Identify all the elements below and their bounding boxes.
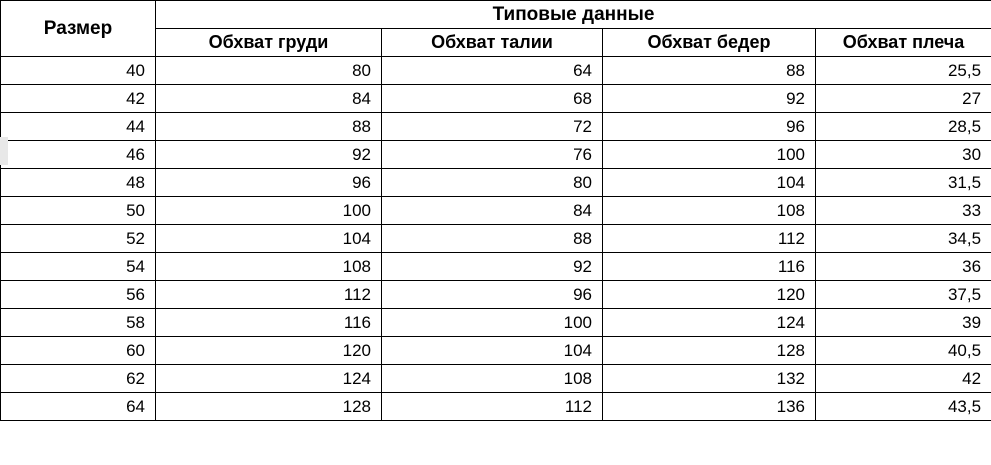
cell-hips: 136 xyxy=(603,393,816,421)
cell-shoulder: 27 xyxy=(816,85,991,113)
cell-size: 48 xyxy=(1,169,156,197)
cell-shoulder: 43,5 xyxy=(816,393,991,421)
cell-waist: 88 xyxy=(382,225,603,253)
cell-shoulder: 31,5 xyxy=(816,169,991,197)
table-row xyxy=(1,57,991,85)
cell-waist: 100 xyxy=(382,309,603,337)
table-row xyxy=(1,309,991,337)
table-row xyxy=(1,337,991,365)
cell-size: 58 xyxy=(1,309,156,337)
table-row xyxy=(1,169,991,197)
cell-hips: 124 xyxy=(603,309,816,337)
table-row xyxy=(1,365,991,393)
column-header-waist: Обхват талии xyxy=(382,29,603,57)
cell-shoulder: 34,5 xyxy=(816,225,991,253)
cell-size: 56 xyxy=(1,281,156,309)
column-header-shoulder: Обхват плеча xyxy=(816,29,991,57)
cell-size: 64 xyxy=(1,393,156,421)
table-header xyxy=(1,1,991,57)
cell-shoulder: 28,5 xyxy=(816,113,991,141)
column-header-chest: Обхват груди xyxy=(156,29,382,57)
cell-hips: 108 xyxy=(603,197,816,225)
cell-waist: 80 xyxy=(382,169,603,197)
cell-hips: 116 xyxy=(603,253,816,281)
cell-waist: 96 xyxy=(382,281,603,309)
cell-hips: 120 xyxy=(603,281,816,309)
column-header-group: Типовые данные xyxy=(156,1,991,29)
table-row xyxy=(1,393,991,421)
cell-chest: 92 xyxy=(156,141,382,169)
cell-size: 52 xyxy=(1,225,156,253)
cell-shoulder: 37,5 xyxy=(816,281,991,309)
header-row-group xyxy=(1,1,991,29)
cell-chest: 96 xyxy=(156,169,382,197)
cell-hips: 92 xyxy=(603,85,816,113)
cell-size: 44 xyxy=(1,113,156,141)
cell-size: 50 xyxy=(1,197,156,225)
cell-shoulder: 33 xyxy=(816,197,991,225)
cell-hips: 88 xyxy=(603,57,816,85)
cell-chest: 84 xyxy=(156,85,382,113)
cell-hips: 96 xyxy=(603,113,816,141)
table-row xyxy=(1,225,991,253)
table-row xyxy=(1,113,991,141)
cell-chest: 88 xyxy=(156,113,382,141)
cell-size: 40 xyxy=(1,57,156,85)
cell-waist: 72 xyxy=(382,113,603,141)
cell-chest: 120 xyxy=(156,337,382,365)
table-row xyxy=(1,141,991,169)
cell-hips: 132 xyxy=(603,365,816,393)
cell-hips: 128 xyxy=(603,337,816,365)
cell-chest: 100 xyxy=(156,197,382,225)
column-header-size: Размер xyxy=(1,1,156,57)
cell-waist: 92 xyxy=(382,253,603,281)
cell-waist: 68 xyxy=(382,85,603,113)
cell-chest: 112 xyxy=(156,281,382,309)
cell-waist: 64 xyxy=(382,57,603,85)
cell-chest: 124 xyxy=(156,365,382,393)
table-row xyxy=(1,281,991,309)
cell-shoulder: 39 xyxy=(816,309,991,337)
cell-shoulder: 40,5 xyxy=(816,337,991,365)
row-highlight-gutter xyxy=(0,137,8,165)
cell-waist: 108 xyxy=(382,365,603,393)
cell-chest: 104 xyxy=(156,225,382,253)
cell-shoulder: 25,5 xyxy=(816,57,991,85)
cell-size: 42 xyxy=(1,85,156,113)
cell-shoulder: 30 xyxy=(816,141,991,169)
table-row xyxy=(1,197,991,225)
table-row xyxy=(1,253,991,281)
cell-waist: 76 xyxy=(382,141,603,169)
cell-hips: 104 xyxy=(603,169,816,197)
cell-hips: 112 xyxy=(603,225,816,253)
cell-chest: 128 xyxy=(156,393,382,421)
cell-hips: 100 xyxy=(603,141,816,169)
cell-size: 62 xyxy=(1,365,156,393)
cell-waist: 104 xyxy=(382,337,603,365)
table-row xyxy=(1,85,991,113)
cell-waist: 112 xyxy=(382,393,603,421)
cell-size: 46 xyxy=(1,141,156,169)
cell-size: 54 xyxy=(1,253,156,281)
cell-shoulder: 42 xyxy=(816,365,991,393)
cell-chest: 80 xyxy=(156,57,382,85)
cell-shoulder: 36 xyxy=(816,253,991,281)
cell-chest: 116 xyxy=(156,309,382,337)
cell-waist: 84 xyxy=(382,197,603,225)
table-body xyxy=(1,57,991,421)
column-header-hips: Обхват бедер xyxy=(603,29,816,57)
cell-size: 60 xyxy=(1,337,156,365)
cell-chest: 108 xyxy=(156,253,382,281)
